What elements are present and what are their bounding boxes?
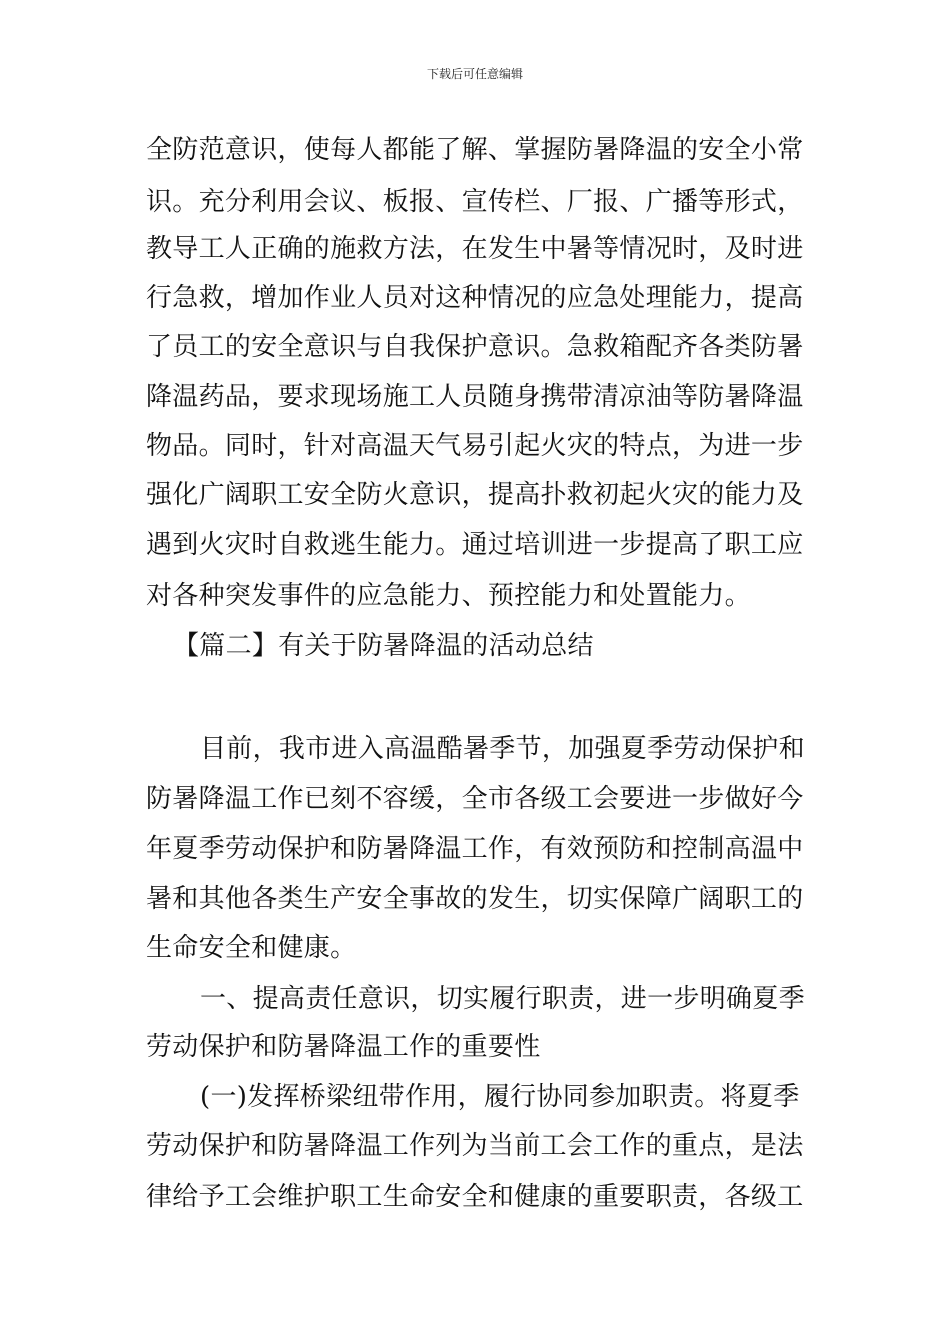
text-line: 律给予工会维护职工生命安全和健康的重要职责，各级工 [146,1182,804,1212]
text-line: 防暑降温工作已刻不容缓，全市各级工会要进一步做好今 [146,784,804,814]
paragraph-first-line: 目前，我市进入高温酷暑季节，加强夏季劳动保护和 [200,734,805,764]
subheading-line: 劳动保护和防暑降温工作的重要性 [146,1032,541,1062]
text-line: 全防范意识，使每人都能了解、掌握防暑降温的安全小常 [146,135,804,165]
text-line: 教导工人正确的施救方法，在发生中暑等情况时，及时进 [146,234,804,264]
text-line: 年夏季劳动保护和防暑降温工作，有效预防和控制高温中 [146,834,804,864]
paragraph-first-line: (一)发挥桥梁纽带作用，履行协同参加职责。将夏季 [200,1082,800,1112]
text-line: 识。充分利用会议、板报、宣传栏、厂报、广播等形式， [146,187,804,217]
text-line: 了员工的安全意识与自我保护意识。急救箱配齐各类防暑 [146,332,804,362]
text-line: 强化广阔职工安全防火意识，提高扑救初起火灾的能力及 [146,480,804,510]
section-heading: 【篇二】有关于防暑降温的活动总结 [173,631,594,661]
text-line: 暑和其他各类生产安全事故的发生，切实保障广阔职工的 [146,884,804,914]
page-header-note: 下载后可任意编辑 [426,67,523,81]
text-line: 行急救，增加作业人员对这种情况的应急处理能力，提高 [146,283,804,313]
text-line: 物品。同时，针对高温天气易引起火灾的特点，为进一步 [146,431,804,461]
text-line: 遇到火灾时自救逃生能力。通过培训进一步提高了职工应 [146,530,804,560]
text-line: 降温药品，要求现场施工人员随身携带清凉油等防暑降温 [146,382,804,412]
text-line: 生命安全和健康。 [146,933,357,963]
subheading-line: 一、提高责任意识，切实履行职责，进一步明确夏季 [200,984,805,1014]
text-line: 对各种突发事件的应急能力、预控能力和处置能力。 [146,581,751,611]
text-line: 劳动保护和防暑降温工作列为当前工会工作的重点，是法 [146,1131,804,1161]
